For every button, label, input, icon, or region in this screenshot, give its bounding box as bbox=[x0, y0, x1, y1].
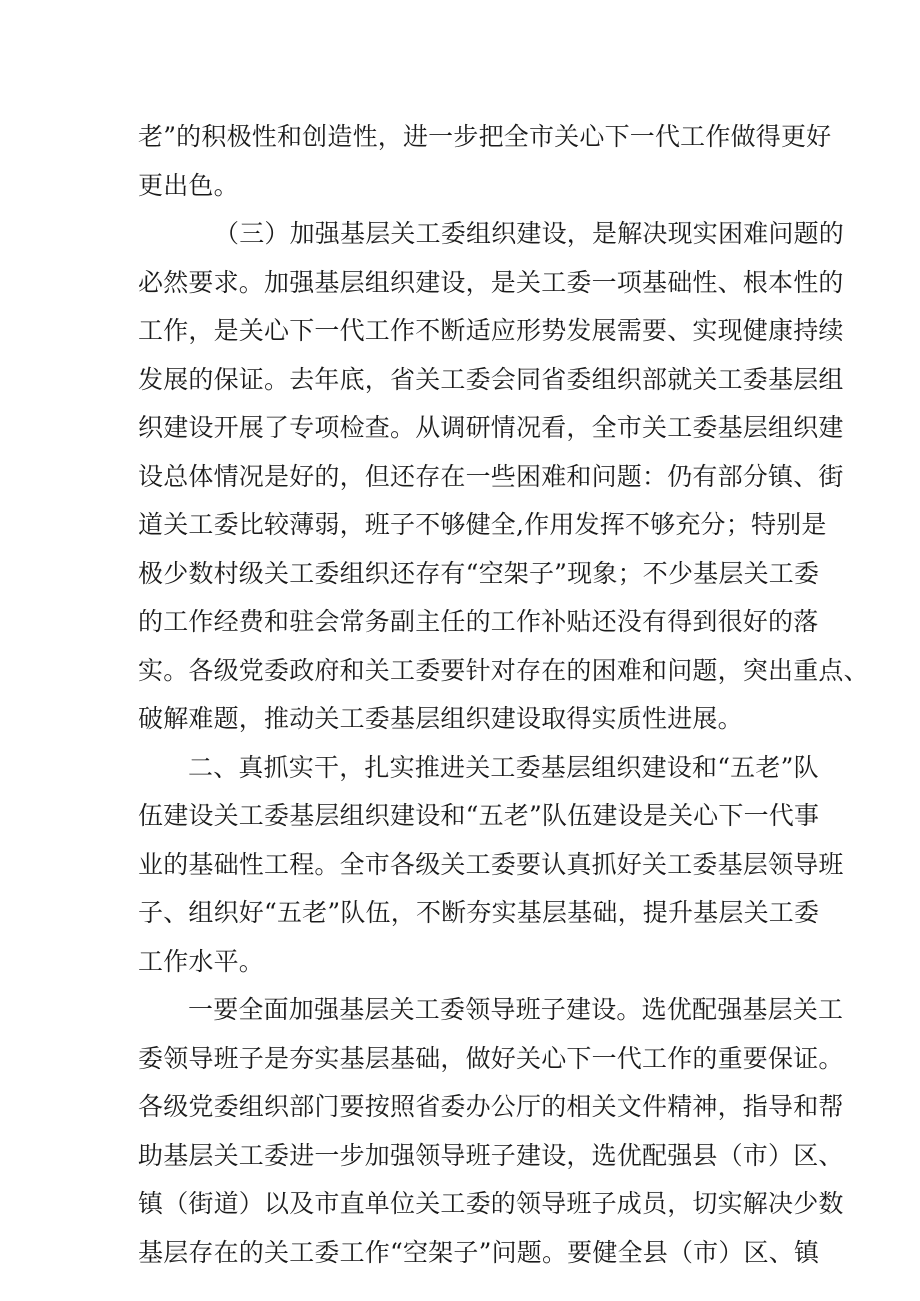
paragraph-continuation bbox=[138, 113, 832, 210]
text-line: 老”的积极性和创造性，进一步把全市关心下一代工作做得更好 bbox=[138, 122, 832, 151]
text-line: 道关工委比较薄弱，班子不够健全,作用发挥不够充分；特别是 bbox=[138, 510, 827, 539]
text-line: 一要全面加强基层关工委领导班子建设。选优配强基层关工 bbox=[188, 995, 844, 1024]
text-line: 基层存在的关工委工作“空架子”问题。要健全县（市）区、镇 bbox=[138, 1237, 820, 1267]
text-line: 极少数村级关工委组织还存有“空架子”现象；不少基层关工委 bbox=[138, 558, 820, 588]
text-line: 破解难题，推动关工委基层组织建设取得实质性进展。 bbox=[138, 704, 743, 733]
text-line: 二、真抓实干，扎实推进关工委基层组织建设和“五老”队 bbox=[188, 752, 819, 782]
text-line: 发展的保证。去年底，省关工委会同省委组织部就关工委基层组 bbox=[138, 364, 844, 394]
text-line: 的工作经费和驻会常务副主任的工作补贴还没有得到很好的落 bbox=[138, 607, 819, 636]
text-line: 各级党委组织部门要按照省委办公厅的相关文件精神，指导和帮 bbox=[138, 1092, 844, 1121]
document-body bbox=[138, 113, 869, 1277]
paragraph-section-three bbox=[138, 210, 869, 744]
text-line: 工作，是关心下一代工作不断适应形势发展需要、实现健康持续 bbox=[138, 316, 844, 345]
text-line: 助基层关工委进一步加强领导班子建设，选优配强县（市）区、 bbox=[138, 1140, 844, 1170]
text-line: 设总体情况是好的，但还存在一些困难和问题：仍有部分镇、街 bbox=[138, 461, 844, 491]
paragraph-section-two bbox=[138, 744, 844, 987]
text-line: （三）加强基层关工委组织建设，是解决现实困难问题的 bbox=[214, 219, 845, 248]
text-line: 更出色。 bbox=[138, 170, 239, 200]
text-line: 业的基础性工程。全市各级关工委要认真抓好关工委基层领导班 bbox=[138, 849, 844, 879]
text-line: 工作水平。 bbox=[138, 946, 265, 976]
text-line: 子、组织好“五老”队伍，不断夯实基层基础，提升基层关工委 bbox=[138, 898, 820, 927]
text-line: 委领导班子是夯实基层基础，做好关心下一代工作的重要保证。 bbox=[138, 1043, 844, 1073]
text-line: 伍建设关工委基层组织建设和“五老”队伍建设是关心下一代事 bbox=[138, 801, 820, 830]
text-line: 织建设开展了专项检查。从调研情况看，全市关工委基层组织建 bbox=[138, 413, 844, 442]
text-line: 实。各级党委政府和关工委要针对存在的困难和问题，突出重点、 bbox=[138, 655, 869, 685]
paragraph-point-one bbox=[138, 986, 844, 1277]
text-line: 必然要求。加强基层组织建设，是关工委一项基础性、根本性的 bbox=[138, 267, 844, 297]
text-line: 镇（街道）以及市直单位关工委的领导班子成员，切实解决少数 bbox=[138, 1189, 844, 1218]
